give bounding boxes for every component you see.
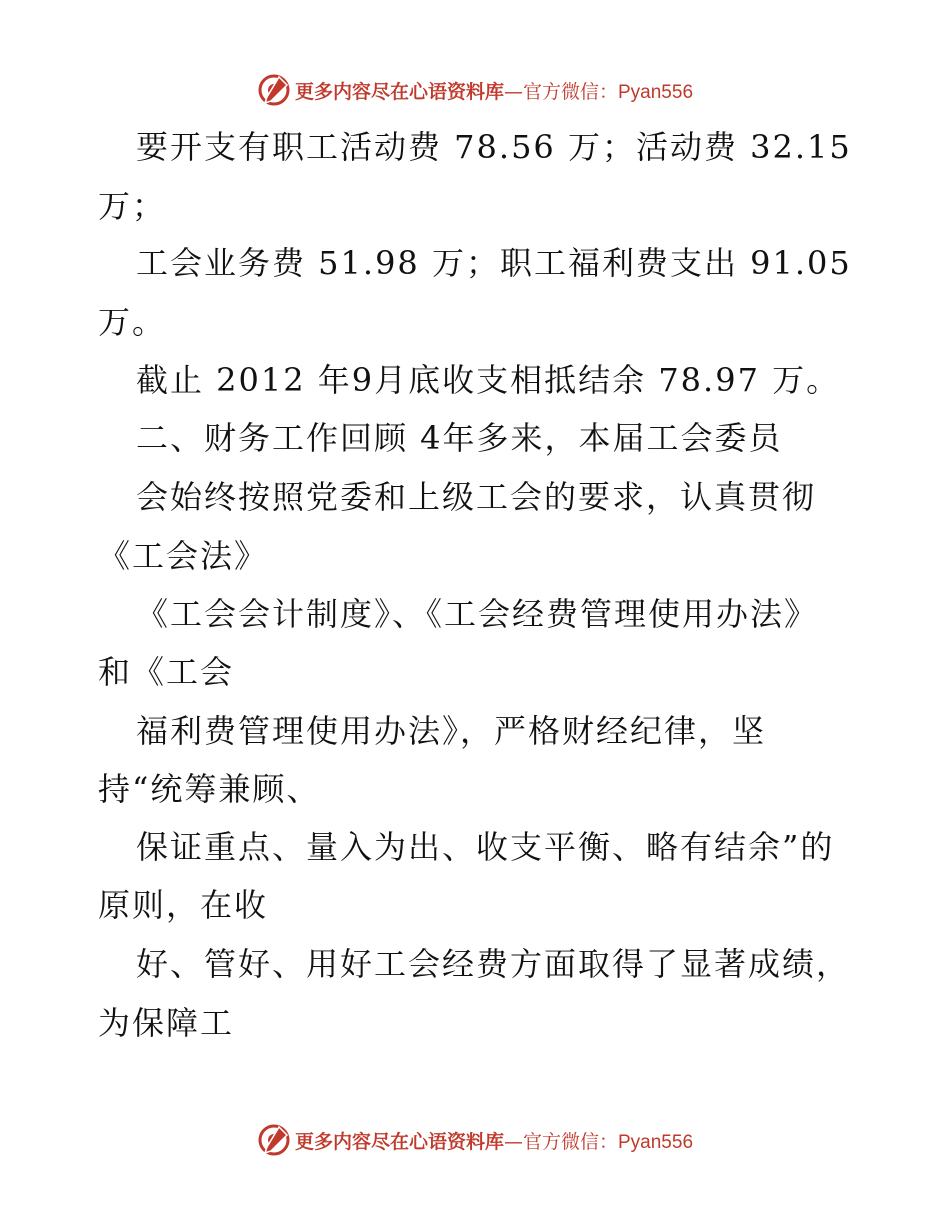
- footer-banner: [0, 1120, 950, 1160]
- text-line: 保证重点、量入为出、收支平衡、略有结余”的: [136, 828, 835, 866]
- footer-site-text: 更多内容尽在心语资料库: [294, 1130, 504, 1153]
- text-line: 要开支有职工活动费 78.56 万；活动费 32.15: [136, 128, 852, 166]
- footer-banner-text: [295, 1127, 693, 1154]
- text-line: 持“统筹兼顾、: [98, 770, 321, 808]
- header-banner: [0, 70, 950, 110]
- text-line: 万；: [98, 187, 167, 225]
- footer-wechat-handle: Pyan556: [618, 1131, 694, 1153]
- text-line: 万。: [98, 303, 167, 341]
- footer-dash: —: [503, 1130, 523, 1153]
- header-wechat-label: 官方微信：: [522, 80, 618, 103]
- text-line: 《工会会计制度》、《工会经费管理使用办法》: [136, 595, 819, 633]
- text-line: 福利费管理使用办法》，严格财经纪律，坚: [136, 712, 767, 750]
- header-wechat-handle: Pyan556: [618, 81, 694, 103]
- text-line: 好、管好、用好工会经费方面取得了显著成绩，: [136, 945, 851, 983]
- brand-logo-icon: [257, 73, 291, 107]
- text-line: 截止 2012 年9月底收支相抵结余 78.97 万。: [136, 361, 841, 399]
- header-banner-text: [295, 77, 693, 104]
- text-line: 和《工会: [98, 653, 235, 691]
- footer-wechat-label: 官方微信：: [522, 1130, 618, 1153]
- text-line: 《工会法》: [98, 537, 269, 575]
- text-line: 工会业务费 51.98 万；职工福利费支出 91.05: [136, 244, 852, 282]
- text-line: 为保障工: [98, 1004, 235, 1042]
- brand-logo-icon: [257, 1123, 291, 1157]
- header-site-text: 更多内容尽在心语资料库: [294, 80, 504, 103]
- header-dash: —: [503, 80, 523, 103]
- text-line: 原则，在收: [98, 886, 269, 924]
- text-line: 二、财务工作回顾 4年多来，本届工会委员: [136, 419, 783, 457]
- text-line: 会始终按照党委和上级工会的要求，认真贯彻: [136, 478, 817, 516]
